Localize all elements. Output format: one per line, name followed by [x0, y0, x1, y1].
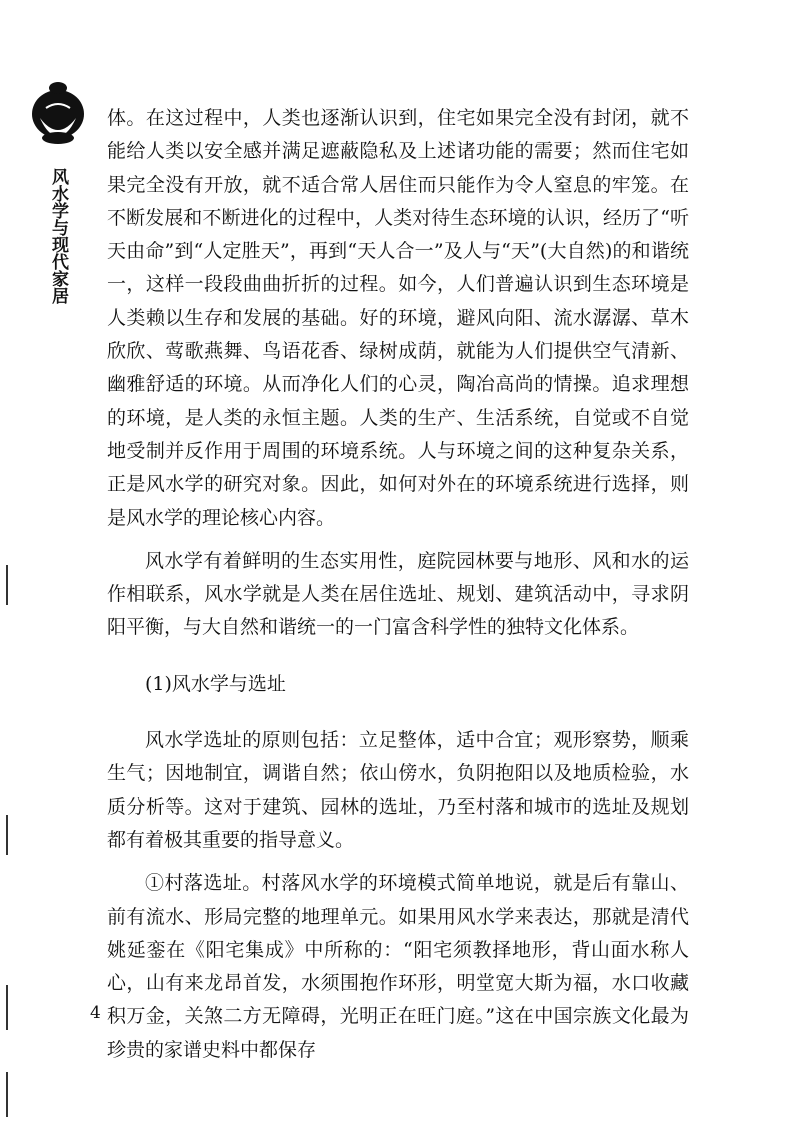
- page-number: 4: [90, 1003, 101, 1023]
- paragraph-site-principles: 风水学选址的原则包括：立足整体，适中合宜；观形察势，顺乘生气；因地制宜，调谐自然；依山傍水，负阴抱阳以及地质检验，水质分析等。这对于建筑、园林的选址，乃至村落和城市的选址及规划都有着极其重要的指导意义。: [107, 729, 689, 851]
- book-emblem-icon: [28, 78, 88, 148]
- paragraph-village-site: ①村落选址。村落风水学的环境模式简单地说，就是后有靠山、前有流水、形局完整的地理单元。如果用风水学来表达，那就是清代姚延銮在《阳宅集成》中所称的：“阳宅须教择地形，背山面水称人心，山有来龙昂首发，水须围抱作环形，明堂宽大斯为福，水口收藏积万金，关煞二方无障碍，光明正在旺门庭。”这在中国宗族文化最为珍贵的家谱史料中都保存: [107, 872, 689, 1061]
- paragraph-ecology: 风水学有着鲜明的生态实用性，庭院园林要与地形、风和水的运作相联系，风水学就是人类在居住选址、规划、建筑活动中，寻求阴阳平衡，与大自然和谐统一的一门富含科学性的独特文化体系。: [107, 549, 689, 639]
- section-heading: (1)风水学与选址: [145, 672, 286, 695]
- page-body: [107, 102, 689, 1067]
- scan-edge-mark: [6, 815, 8, 855]
- scan-edge-mark: [6, 985, 8, 1030]
- paragraph-continuation: 体。在这过程中，人类也逐渐认识到，住宅如果完全没有封闭，就不能给人类以安全感并满足遮蔽隐私及上述诸功能的需要；然而住宅如果完全没有开放，就不适合常人居住而只能作为令人窒息的牢笼。在不断发展和不断进化的过程中，人类对待生态环境的认识，经历了“听天由命”到“人定胜天”，再到“天人合一”及人与“天”(大自然)的和谐统一，这样一段段曲曲折折的过程。如今，人们普遍认识到生态环境是人类赖以生存和发展的基础。好的环境，避风向阳、流水潺潺、草木欣欣、莺歌燕舞、鸟语花香、绿树成荫，就能为人们提供空气清新、幽雅舒适的环境。从而净化人们的心灵，陶冶高尚的情操。追求理想的环境，是人类的永恒主题。人类的生产、生活系统，自觉或不自觉地受制并反作用于周围的环境系统。人与环境之间的这种复杂关系，正是风水学的研究对象。因此，如何对外在的环境系统进行选择，则是风水学的理论核心内容。: [107, 107, 689, 529]
- scan-edge-mark: [6, 565, 8, 605]
- book-title-vertical: 风水学与现代家居: [48, 168, 68, 304]
- scan-edge-mark: [6, 1072, 8, 1117]
